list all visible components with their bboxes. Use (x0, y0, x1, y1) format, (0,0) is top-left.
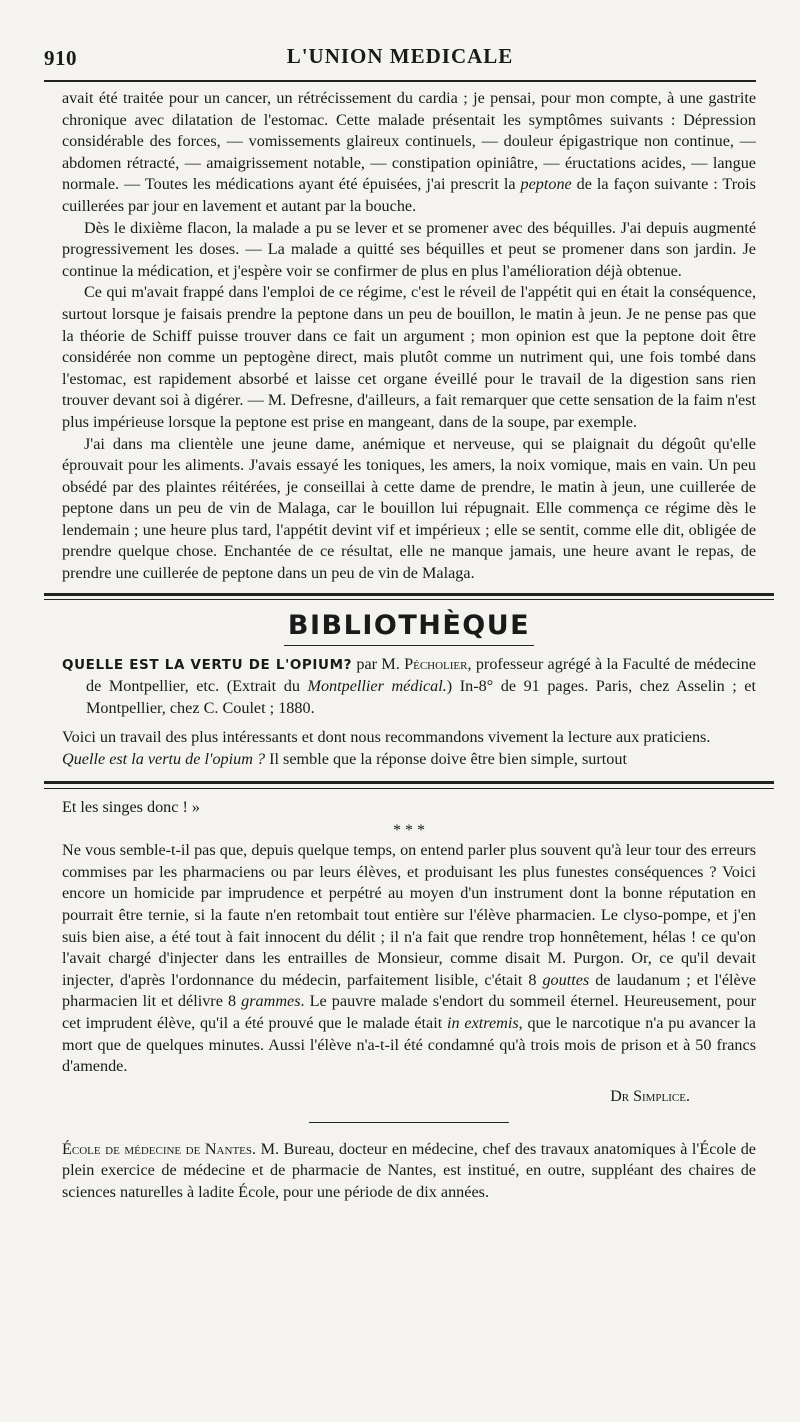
running-head (44, 44, 756, 76)
book-entry (62, 654, 756, 720)
book-title: QUELLE EST LA VERTU DE L'OPIUM? (62, 656, 353, 673)
italic-word: peptone (520, 175, 572, 194)
chronicle-text: Ne vous semble-t-il pas que, depuis quelque temps, on entend parler plus souvent qu'à leur tour des erreurs commises par les pharmaciens ou par leurs élèves, et produisant les plus funestes conséquences ? Voici encore un homicide par imprudence et perpétré au moyen d'un instrument dont la bonne réputation en pourrait être ternie, si la faute n'en retombait tout entière sur l'élève pharmacien. Le clyso-pompe, et j'en suis bien aise, a été tout à fait innocent du délit ; il n'a fait que rendre trop honnêtement, hélas ! ce qu'on l'avait chargé d'injecter dans les entrailles de Monsieur, comme disait M. Purgon. Or, ce qu'il devait injecter, d'après l'ordonnance du médecin, parfaitement lisible, c'était 8 (62, 841, 756, 989)
page-body (62, 88, 756, 1204)
chronicle-paragraph (62, 840, 756, 1078)
italic-word: in extremis (447, 1013, 519, 1032)
italic-word: gouttes (542, 970, 590, 989)
article-paragraph: Ce qui m'avait frappé dans l'emploi de ce régime, c'est le réveil de l'appétit qui en était la conséquence, surtout lorsque je faisais prendre la peptone dans un peu de bouillon, le matin à jeun. Je ne pense pas que la théorie de Schiff puisse trouver dans ce fait un argument ; mon opinion est que la peptone doit être considérée non comme un peptogène direct, mais plutôt comme un nutriment qui, une fois tombé dans l'estomac, est rapidement absorbé et laisse cet organe éveillé pour le travail de la digestion sans rien trouver devant soi à digérer. — M. Defresne, d'ailleurs, a fait remarquer que cette sensation de la faim n'est plus impérieuse lorsque la peptone est prise en mangeant, dans de la soupe, par exemple. (62, 283, 756, 431)
title-underline (284, 645, 534, 646)
short-divider (309, 1122, 509, 1123)
asterism: * * * (393, 822, 425, 840)
news-lead: École de médecine de Nantes. (62, 1139, 257, 1158)
chronicle-text: , que le narcotique n'a pu avancer la mort que de quelques minutes. Aussi l'élève n'a-t-il été condamné qu'à trois mois de prison et à 50 francs d'amende. (62, 1013, 756, 1076)
header-rule (44, 80, 756, 82)
news-text: M. Bureau, docteur en médecine, chef des travaux anatomiques à l'École de plein exercice de médecine et de pharmacie de Nantes, est institué, en outre, suppléant des chaires de sciences naturelles à ladite École, pour une période de dix années. (62, 1139, 756, 1201)
article-paragraph: Dès le dixième flacon, la malade a pu se lever et se promener avec des béquilles. J'ai depuis augmenté progressivement les doses. — La malade a quitté ses béquilles et peut se promener dans son jardin. Je continue la médication, et j'espère voir se confirmer de plus en plus l'amélioration déjà obtenue. (62, 218, 756, 280)
book-publication: ) In-8° de 91 pages. Paris, chez Asselin ; et Montpellier, chez C. Coulet ; 1880. (86, 677, 756, 717)
signature: Dr Simplice. (610, 1087, 690, 1105)
article-paragraph: avait été traitée pour un cancer, un rétrécissement du cardia ; je pensai, pour mon compte, à une gastrite chronique avec dilatation de l'estomac. Cette malade présentait les symptômes suivants : Dépression considérable des forces, — vomissements glaireux continuels, — douleur épigastrique non continue, — abdomen rétracté, — amaigrissement notable, — constipation opiniâtre, — éructations acides, — langue normale. — Toutes les médications ayant été épuisées, j'ai prescrit la peptone de la façon suivante : Trois cuillerées par jour en lavement et autant par la bouche. (62, 89, 756, 215)
book-description: , professeur agrégé à la Faculté de médecine de Montpellier, etc. (Extrait du (86, 654, 756, 696)
column-end-line: Et les singes donc ! » (62, 797, 201, 816)
journal-title: L'UNION MEDICALE (286, 44, 514, 68)
page-number: 910 (44, 46, 77, 70)
review-italic: Quelle est la vertu de l'opium ? (62, 750, 266, 769)
section-divider (44, 781, 774, 789)
section-title: BIBLIOTHÈQUE (287, 609, 531, 641)
section-divider (44, 593, 774, 600)
review-text: Il semble que la réponse doive être bien simple, surtout (265, 750, 627, 769)
review-paragraph (62, 749, 756, 771)
chronicle-text: de laudanum ; et l'élève pharmacien lit et délivre 8 (62, 970, 756, 1011)
article-paragraph: J'ai dans ma clientèle une jeune dame, anémique et nerveuse, qui se plaignait du dégoût qu'elle éprouvait pour les aliments. J'avais essayé les toniques, les amers, la noix vomique, mais en vain. Un peu obsédé par des plaintes réitérées, je conseillai à cette dame de prendre, le matin à jeun, une cuillerée de peptone dans un peu de vin de Malaga, car le bouillon lui répugnait. Elle commença ce régime dès le lendemain ; une heure plus tard, l'appétit devint vif et impérieux ; elle se sentit, comme elle dit, obligée de prendre quelque chose. Enchantée de ce résultat, elle ne manque jamais, une heure avant le repas, de prendre une cuillerée de peptone dans un peu de vin de Malaga. (62, 434, 756, 583)
italic-word: grammes (241, 992, 301, 1011)
book-by: par M. (352, 654, 405, 673)
news-item (62, 1139, 756, 1204)
chronicle-text: . Le pauvre malade s'endort du sommeil éternel. Heureusement, pour cet imprudent élève, qu'il a été prouvé que le malade était (62, 992, 756, 1032)
review-paragraph: Voici un travail des plus intéressants et dont nous recommandons vivement la lecture aux praticiens. (62, 728, 711, 747)
book-author: Pécholier (404, 654, 468, 673)
book-source: Montpellier médical. (307, 677, 447, 696)
